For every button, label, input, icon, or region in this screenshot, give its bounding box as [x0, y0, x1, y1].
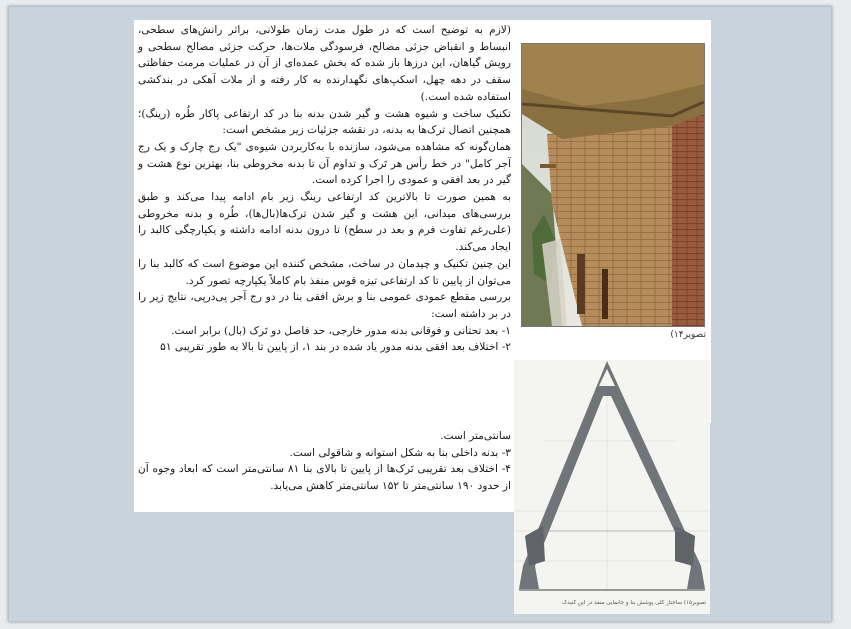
body-text-continued [138, 428, 511, 495]
paragraph-1: (لازم به توضیح است که در طول مدت زمان طولانی، براثر رانش‌های سطحی، انبساط و انقباض جزئی مصالح، فرسودگی ملات‌ها، حرکت جزئی مصالح سطحی و رویش گیاهان، این درزها باز شده که بخش عمده‌ای از آن در عملیات مرمت حفاظتی سقف در دهه چهل، اسکپ‌های نگهدارنده به کار رفته و از ملات آهکی در بندکشی استفاده شده است.) [138, 24, 511, 103]
body-text [138, 22, 511, 356]
list-item-3: ۳- بدنه داخلی بنا به شکل استوانه و شاقولی است. [289, 446, 511, 459]
list-item-1: ۱- بعد تحتانی و فوقانی بدنه مدور خارجی، حد فاصل دو تَرک (بال) برابر است. [171, 324, 511, 337]
building-photo [521, 43, 705, 327]
section-drawing [515, 361, 709, 596]
paragraph-6: بررسی مقطع عمودی عمومی بنا و برش افقی بنا در دو رج آجر پی‌درپی، نتایج زیر را در بر داشته است: [138, 291, 511, 320]
paragraph-3: همان‌گونه که مشاهده می‌شود، سازنده با به‌کاربردن شیوه‌ی "یک رج چارک و یک رج آجر کامل" در خط رأس هر تَرک و تداوم آن تا بدنه مخروطی بنا، بهترین نوع هشت و گیر در بعد افقی و عمودی را اجرا کرده است. [138, 140, 511, 187]
list-item-2: ۲- اختلاف بعد افقی بدنه مدور یاد شده در بند ۱، از پایین تا بالا به طور تقریبی ۵۱ [160, 341, 511, 354]
paragraph-2: تکنیک ساخت و شیوه هشت و گیر شدن بدنه بنا در کد ارتفاعی پاکار طُره (رینگ)؛ همچنین اتصال ترک‌ها به بدنه، در نقشه جزئیات زیر مشخص است: [138, 107, 511, 137]
photo-caption: تصویر۱۴) [670, 330, 706, 340]
drawing-caption: تصویر۱۵) ساختار کلی پوشش بنا و جانمایی منفذ در این گنبدک [562, 600, 706, 606]
list-item-2-end: سانتی‌متر است. [440, 430, 511, 442]
list-item-4: ۴- اختلاف بعد تقریبی تَرک‌ها از پایین تا بالای بنا ۸۱ سانتی‌متر است که ابعاد وجوه آن از حدود ۱۹۰ سانتی‌متر تا ۱۵۲ سانتی‌متر کاهش می‌یابد. [138, 463, 511, 493]
paragraph-5: این چنین تکنیک و چیدمان در ساخت، مشخص کننده این موضوع است که کالبد بنا را می‌توان از پایین تا کد ارتفاعی تیزه قوس منفذ بام کاملاً یکپارچه تصور کرد. [138, 257, 511, 287]
paragraph-4: به همین صورت تا بالاترین کد ارتفاعی رینگ زیر بام ادامه پیدا می‌کند و طبق بررسی‌های میدانی، این هشت و گیر شدن ترک‌ها(بال‌ها)، طُره و بدنه مخروطی (علی‌رغم تفاوت فرم و بعد در سطح) تا درون بدنه ادامه داشته و یکپارچگی کالبد را ایجاد می‌کند. [138, 191, 511, 254]
